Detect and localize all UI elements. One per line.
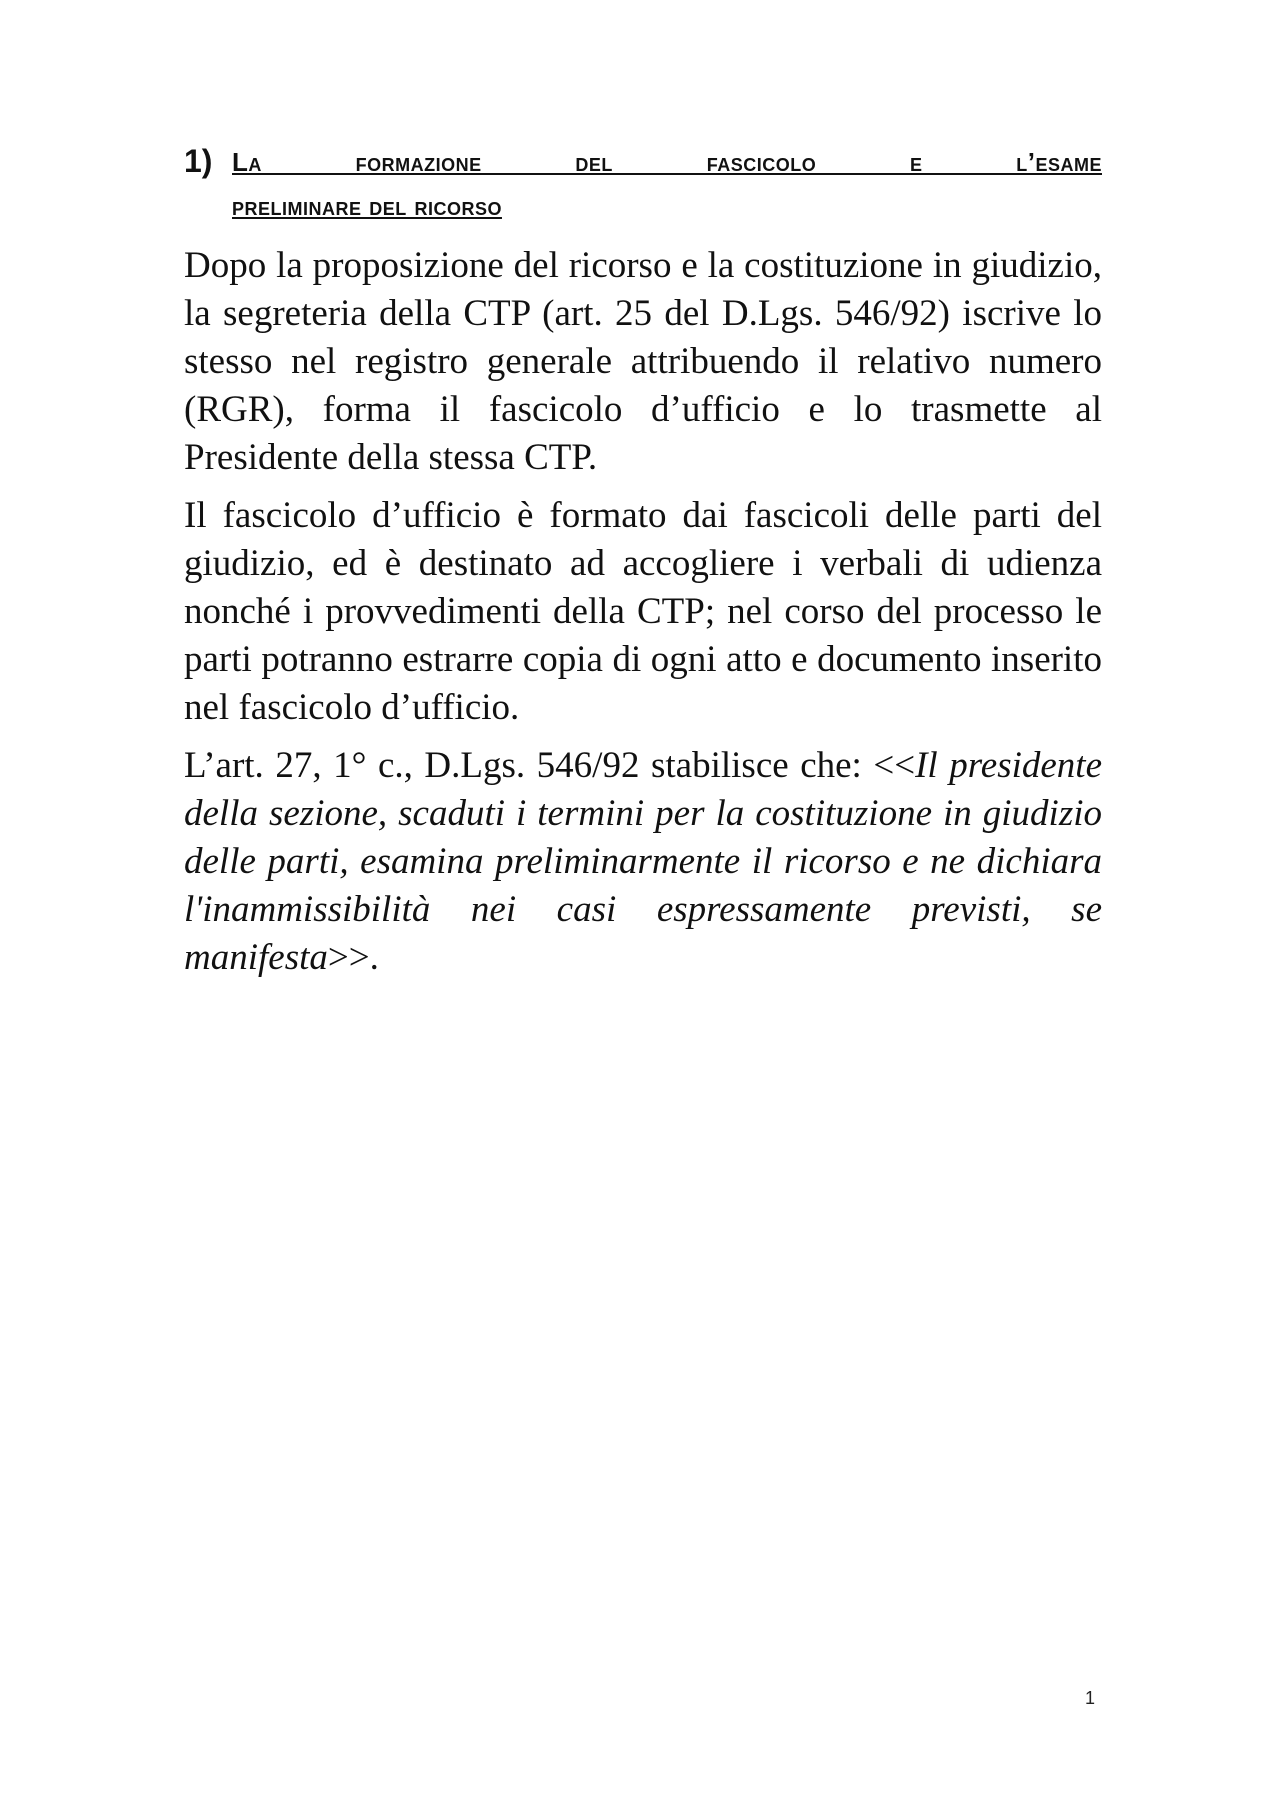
section-title [232,140,1102,228]
document-page [184,140,1102,992]
section-title-line-1: La formazione del fascicolo e l’esame [232,147,1102,177]
paragraph-3 [184,742,1102,982]
paragraph-2: Il fascicolo d’ufficio è formato dai fascicoli delle parti del giudizio, ed è destinato ad accogliere i verbali di udienza nonché i provvedimenti della CTP; nel corso del processo le parti potranno estrarre copia di ogni atto e documento inserito nel fascicolo d’ufficio. [184,495,1102,728]
page-number: 1 [1085,1688,1096,1708]
paragraph-3-lead: L’art. 27, 1° c., D.Lgs. 546/92 stabilisce che: << [184,745,916,786]
section-title-line-2: preliminare del ricorso [232,191,502,221]
paragraph-3-tail: >>. [327,937,379,978]
section-heading [184,140,1102,228]
paragraph-1: Dopo la proposizione del ricorso e la costituzione in giudizio, la segreteria della CTP (art. 25 del D.Lgs. 546/92) iscrive lo stesso nel registro generale attribuendo il relativo numero (RGR), forma il fascicolo d’ufficio e lo trasmette al Presidente della stessa CTP. [184,245,1102,478]
section-number: 1) [184,143,213,179]
paragraph-3-quote: Il presidente della sezione, scaduti i termini per la costituzione in giudizio delle parti, esamina preliminarmente il ricorso e ne dichiara l'inammissibilità nei casi espressamente previsti, se manifesta [184,745,1102,978]
